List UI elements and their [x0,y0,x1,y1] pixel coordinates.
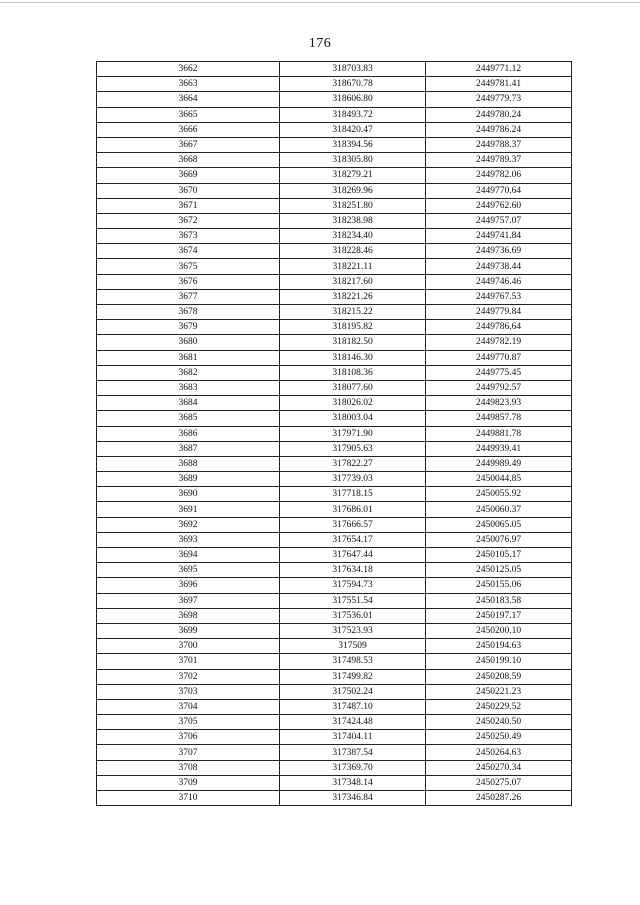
y-coordinate-cell: 2450275.07 [426,775,572,790]
x-coordinate-cell: 317647.44 [280,548,426,563]
x-coordinate-cell: 317594.73 [280,578,426,593]
x-coordinate-cell: 318026.02 [280,396,426,411]
y-coordinate-cell: 2449738.44 [426,259,572,274]
y-coordinate-cell: 2450250.49 [426,730,572,745]
table-row [97,274,572,289]
point-id-cell: 3666 [97,122,280,137]
y-coordinate-cell: 2450221.23 [426,684,572,699]
x-coordinate-cell: 317387.54 [280,745,426,760]
y-coordinate-cell: 2449779.73 [426,92,572,107]
x-coordinate-cell: 318003.04 [280,411,426,426]
point-id-cell: 3678 [97,305,280,320]
y-coordinate-cell: 2449762.60 [426,198,572,213]
point-id-cell: 3664 [97,92,280,107]
table-row [97,335,572,350]
table-row [97,487,572,502]
table-row [97,77,572,92]
x-coordinate-cell: 317718.15 [280,487,426,502]
point-id-cell: 3689 [97,472,280,487]
table-row [97,426,572,441]
table-row [97,62,572,77]
point-id-cell: 3696 [97,578,280,593]
point-id-cell: 3710 [97,791,280,806]
y-coordinate-cell: 2449788.37 [426,137,572,152]
point-id-cell: 3699 [97,623,280,638]
y-coordinate-cell: 2450229.52 [426,699,572,714]
table-row [97,456,572,471]
x-coordinate-cell: 317822.27 [280,456,426,471]
table-row [97,684,572,699]
table-row [97,289,572,304]
x-coordinate-cell: 317666.57 [280,517,426,532]
point-id-cell: 3701 [97,654,280,669]
y-coordinate-cell: 2450270.34 [426,760,572,775]
point-id-cell: 3686 [97,426,280,441]
x-coordinate-cell: 318215.22 [280,305,426,320]
y-coordinate-cell: 2450199.10 [426,654,572,669]
table-row [97,548,572,563]
point-id-cell: 3667 [97,137,280,152]
y-coordinate-cell: 2449746.46 [426,274,572,289]
point-id-cell: 3675 [97,259,280,274]
table-row [97,593,572,608]
x-coordinate-cell: 317424.48 [280,715,426,730]
x-coordinate-cell: 318146.30 [280,350,426,365]
table-row [97,107,572,122]
point-id-cell: 3669 [97,168,280,183]
point-id-cell: 3706 [97,730,280,745]
point-id-cell: 3670 [97,183,280,198]
y-coordinate-cell: 2450060.37 [426,502,572,517]
table-row [97,715,572,730]
point-id-cell: 3709 [97,775,280,790]
y-coordinate-cell: 2450125.05 [426,563,572,578]
x-coordinate-cell: 317509 [280,639,426,654]
point-id-cell: 3693 [97,532,280,547]
table-row [97,791,572,806]
table-row [97,502,572,517]
y-coordinate-cell: 2449786.24 [426,122,572,137]
x-coordinate-cell: 318606.80 [280,92,426,107]
x-coordinate-cell: 318279.21 [280,168,426,183]
point-id-cell: 3680 [97,335,280,350]
table-row [97,730,572,745]
coordinate-table-body [97,62,572,806]
x-coordinate-cell: 318394.56 [280,137,426,152]
x-coordinate-cell: 317487.10 [280,699,426,714]
x-coordinate-cell: 318703.83 [280,62,426,77]
point-id-cell: 3681 [97,350,280,365]
table-row [97,608,572,623]
y-coordinate-cell: 2450197.17 [426,608,572,623]
point-id-cell: 3671 [97,198,280,213]
point-id-cell: 3691 [97,502,280,517]
x-coordinate-cell: 317905.63 [280,441,426,456]
x-coordinate-cell: 318108.36 [280,365,426,380]
x-coordinate-cell: 318221.11 [280,259,426,274]
table-row [97,699,572,714]
y-coordinate-cell: 2449779.84 [426,305,572,320]
x-coordinate-cell: 317536.01 [280,608,426,623]
point-id-cell: 3685 [97,411,280,426]
table-row [97,775,572,790]
table-row [97,517,572,532]
y-coordinate-cell: 2449782.19 [426,335,572,350]
table-row [97,563,572,578]
y-coordinate-cell: 2450208.59 [426,669,572,684]
point-id-cell: 3676 [97,274,280,289]
table-row [97,244,572,259]
point-id-cell: 3698 [97,608,280,623]
table-row [97,153,572,168]
point-id-cell: 3665 [97,107,280,122]
point-id-cell: 3673 [97,229,280,244]
table-row [97,168,572,183]
y-coordinate-cell: 2449789.37 [426,153,572,168]
y-coordinate-cell: 2449741.84 [426,229,572,244]
table-row [97,92,572,107]
y-coordinate-cell: 2449770.87 [426,350,572,365]
point-id-cell: 3700 [97,639,280,654]
x-coordinate-cell: 317634.18 [280,563,426,578]
table-row [97,137,572,152]
point-id-cell: 3690 [97,487,280,502]
y-coordinate-cell: 2450194.63 [426,639,572,654]
y-coordinate-cell: 2450264.63 [426,745,572,760]
page-number: 176 [308,36,332,51]
x-coordinate-cell: 318238.98 [280,213,426,228]
table-row [97,639,572,654]
x-coordinate-cell: 318305.80 [280,153,426,168]
y-coordinate-cell: 2449781.41 [426,77,572,92]
y-coordinate-cell: 2449775.45 [426,365,572,380]
point-id-cell: 3679 [97,320,280,335]
point-id-cell: 3687 [97,441,280,456]
table-row [97,320,572,335]
point-id-cell: 3663 [97,77,280,92]
point-id-cell: 3672 [97,213,280,228]
point-id-cell: 3705 [97,715,280,730]
y-coordinate-cell: 2449823.93 [426,396,572,411]
x-coordinate-cell: 317499.82 [280,669,426,684]
table-row [97,623,572,638]
table-row [97,198,572,213]
x-coordinate-cell: 317551.54 [280,593,426,608]
y-coordinate-cell: 2450105.17 [426,548,572,563]
table-row [97,305,572,320]
table-row [97,411,572,426]
table-row [97,472,572,487]
x-coordinate-cell: 317346.84 [280,791,426,806]
point-id-cell: 3682 [97,365,280,380]
point-id-cell: 3684 [97,396,280,411]
y-coordinate-cell: 2449792.57 [426,380,572,395]
top-edge-rule [0,2,640,3]
point-id-cell: 3697 [97,593,280,608]
x-coordinate-cell: 318670.78 [280,77,426,92]
table-row [97,183,572,198]
table-row [97,441,572,456]
x-coordinate-cell: 318221.26 [280,289,426,304]
point-id-cell: 3668 [97,153,280,168]
point-id-cell: 3702 [97,669,280,684]
x-coordinate-cell: 318234.40 [280,229,426,244]
point-id-cell: 3708 [97,760,280,775]
y-coordinate-cell: 2450055.92 [426,487,572,502]
y-coordinate-cell: 2450287.26 [426,791,572,806]
table-row [97,229,572,244]
y-coordinate-cell: 2449939.41 [426,441,572,456]
y-coordinate-cell: 2449780.24 [426,107,572,122]
x-coordinate-cell: 318182.50 [280,335,426,350]
point-id-cell: 3707 [97,745,280,760]
point-id-cell: 3677 [97,289,280,304]
table-row [97,578,572,593]
y-coordinate-cell: 2449989.49 [426,456,572,471]
y-coordinate-cell: 2449736.69 [426,244,572,259]
y-coordinate-cell: 2450044.85 [426,472,572,487]
point-id-cell: 3704 [97,699,280,714]
y-coordinate-cell: 2449767.53 [426,289,572,304]
point-id-cell: 3692 [97,517,280,532]
x-coordinate-cell: 317498.53 [280,654,426,669]
x-coordinate-cell: 317348.14 [280,775,426,790]
x-coordinate-cell: 318251.80 [280,198,426,213]
y-coordinate-cell: 2450183.58 [426,593,572,608]
table-row [97,380,572,395]
table-row [97,760,572,775]
table-row [97,259,572,274]
table-row [97,396,572,411]
y-coordinate-cell: 2449881.78 [426,426,572,441]
y-coordinate-cell: 2450200.10 [426,623,572,638]
x-coordinate-cell: 318077.60 [280,380,426,395]
point-id-cell: 3703 [97,684,280,699]
x-coordinate-cell: 317971.90 [280,426,426,441]
y-coordinate-cell: 2449786.64 [426,320,572,335]
x-coordinate-cell: 317654.17 [280,532,426,547]
point-id-cell: 3688 [97,456,280,471]
point-id-cell: 3674 [97,244,280,259]
y-coordinate-cell: 2449857.78 [426,411,572,426]
table-row [97,350,572,365]
point-id-cell: 3683 [97,380,280,395]
coordinate-table [96,61,572,806]
x-coordinate-cell: 317523.93 [280,623,426,638]
table-row [97,365,572,380]
y-coordinate-cell: 2449771.12 [426,62,572,77]
x-coordinate-cell: 317686.01 [280,502,426,517]
point-id-cell: 3694 [97,548,280,563]
y-coordinate-cell: 2450155.06 [426,578,572,593]
x-coordinate-cell: 318217.60 [280,274,426,289]
y-coordinate-cell: 2450240.50 [426,715,572,730]
point-id-cell: 3662 [97,62,280,77]
x-coordinate-cell: 317404.11 [280,730,426,745]
x-coordinate-cell: 318228.46 [280,244,426,259]
y-coordinate-cell: 2449770.64 [426,183,572,198]
table-row [97,669,572,684]
x-coordinate-cell: 318195.82 [280,320,426,335]
x-coordinate-cell: 317502.24 [280,684,426,699]
table-row [97,745,572,760]
table-row [97,532,572,547]
table-row [97,213,572,228]
x-coordinate-cell: 318420.47 [280,122,426,137]
y-coordinate-cell: 2449757.07 [426,213,572,228]
y-coordinate-cell: 2449782.06 [426,168,572,183]
table-row [97,122,572,137]
x-coordinate-cell: 318493.72 [280,107,426,122]
table-row [97,654,572,669]
y-coordinate-cell: 2450076.97 [426,532,572,547]
point-id-cell: 3695 [97,563,280,578]
x-coordinate-cell: 317739.03 [280,472,426,487]
y-coordinate-cell: 2450065.05 [426,517,572,532]
x-coordinate-cell: 318269.96 [280,183,426,198]
x-coordinate-cell: 317369.70 [280,760,426,775]
